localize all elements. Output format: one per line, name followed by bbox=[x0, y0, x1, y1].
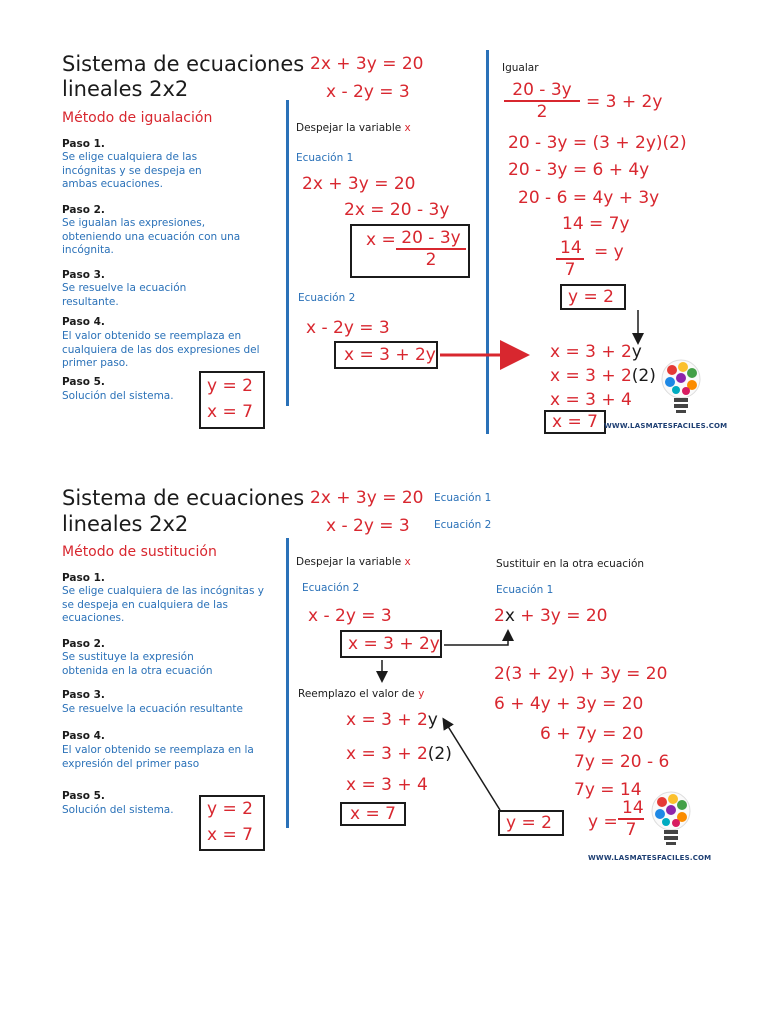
ecuacion-2-label: Ecuación 2 bbox=[302, 582, 360, 594]
igualar-line: 20 - 3y = 6 + 4y bbox=[508, 160, 650, 180]
step-label: Paso 1. bbox=[62, 572, 105, 584]
sustituir-line: 2(3 + 2y) + 3y = 20 bbox=[494, 664, 668, 684]
solution-y: y = 2 bbox=[207, 376, 253, 396]
step-label: Paso 3. bbox=[62, 689, 105, 701]
step-label: Paso 3. bbox=[62, 269, 105, 281]
solution-y: y = 2 bbox=[207, 799, 253, 819]
panel-title-line1: Sistema de ecuaciones bbox=[62, 486, 305, 510]
igualar-line: 20 - 3y = (3 + 2y)(2) bbox=[508, 133, 687, 153]
solution-x: x = 7 bbox=[207, 402, 253, 422]
fraction-numerator: 20 - 3y bbox=[504, 80, 580, 102]
step-text: El valor obtenido se reemplaza en cualquiera de las dos expresiones del primer paso. bbox=[62, 330, 260, 369]
igualar-line: 20 - 6 = 4y + 3y bbox=[518, 188, 660, 208]
sustituir-line: 6 + 7y = 20 bbox=[540, 724, 644, 744]
sustituir-ecuacion-label: Ecuación 1 bbox=[496, 584, 554, 596]
panel-title-line1: Sistema de ecuaciones bbox=[62, 52, 305, 76]
reemplazo-line: x = 3 + 4 bbox=[346, 775, 428, 795]
step-text: Se igualan las expresiones, obteniendo una ecuación con una incógnita. bbox=[62, 217, 241, 256]
ecuacion-1-line2: 2x = 20 - 3y bbox=[344, 200, 450, 220]
despeje-x2-text: x = 3 + 2y bbox=[344, 345, 436, 365]
fraction-denominator: 2 bbox=[425, 250, 437, 270]
sustituir-y-label: y = bbox=[588, 812, 618, 832]
y-result-text: y = 2 bbox=[568, 287, 614, 307]
igualar-line: 14 = 7y bbox=[562, 214, 630, 234]
step-text: Solución del sistema. bbox=[62, 804, 174, 816]
igualacion-panel bbox=[48, 40, 728, 436]
fraction-numerator: 20 - 3y bbox=[396, 228, 466, 250]
fraction-denominator: 7 bbox=[564, 260, 576, 280]
sustituir-label: Sustituir en la otra ecuación bbox=[496, 558, 645, 570]
ecuacion-1-line1: 2x + 3y = 20 bbox=[302, 174, 416, 194]
arrows-overlay bbox=[48, 40, 718, 436]
method-title: Método de sustitución bbox=[62, 544, 217, 560]
system-tag-2: Ecuación 2 bbox=[434, 519, 492, 531]
igualar-label: Igualar bbox=[502, 62, 539, 74]
step-label: Paso 2. bbox=[62, 638, 105, 650]
fraction-denominator: 2 bbox=[536, 102, 548, 122]
website-label: WWW.LASMATESFACILES.COM bbox=[588, 854, 712, 862]
arrows-overlay bbox=[48, 472, 718, 868]
step-text: Se elige cualquiera de las incógnitas y se despeja en cualquiera de las ecuaciones. bbox=[62, 585, 264, 624]
sub-line: x = 3 + 2(2) bbox=[550, 366, 656, 386]
ecuacion-2-line1: x - 2y = 3 bbox=[306, 318, 390, 338]
despeje-text: x = 3 + 2y bbox=[348, 634, 440, 654]
solution-x: x = 7 bbox=[207, 825, 253, 845]
sustituir-line: 7y = 14 bbox=[574, 780, 642, 800]
sub-line: x = 3 + 4 bbox=[550, 390, 632, 410]
reemplazo-line: x = 3 + 2(2) bbox=[346, 744, 452, 764]
sub-line: x = 3 + 2y bbox=[550, 342, 642, 362]
fraction-denominator: 7 bbox=[625, 820, 637, 840]
fraction-numerator: 14 bbox=[556, 238, 584, 260]
sustituir-line: 6 + 4y + 3y = 20 bbox=[494, 694, 644, 714]
system-equation-2: x - 2y = 3 bbox=[326, 82, 410, 102]
sustituir-line: 7y = 20 - 6 bbox=[574, 752, 670, 772]
y-result-text: y = 2 bbox=[506, 813, 552, 833]
system-tag-1: Ecuación 1 bbox=[434, 492, 492, 504]
ecuacion-2-line1: x - 2y = 3 bbox=[308, 606, 392, 626]
despejar-label: Despejar la variable x bbox=[296, 556, 411, 568]
sustituir-line0: 2x + 3y = 20 bbox=[494, 606, 608, 626]
arrow-to-reemplazo bbox=[444, 720, 500, 810]
step-label: Paso 1. bbox=[62, 138, 105, 150]
sustitucion-panel bbox=[48, 472, 718, 868]
panel-title-line2: lineales 2x2 bbox=[62, 512, 189, 536]
system-equation-2: x - 2y = 3 bbox=[326, 516, 410, 536]
step-label: Paso 2. bbox=[62, 204, 105, 216]
igualar-rhs: = 3 + 2y bbox=[586, 92, 663, 112]
step-label: Paso 4. bbox=[62, 316, 105, 328]
step-text: Solución del sistema. bbox=[62, 390, 174, 402]
x-result-text: x = 7 bbox=[552, 412, 598, 432]
system-equation-1: 2x + 3y = 20 bbox=[310, 54, 424, 74]
reemplazo-label: Reemplazo el valor de y bbox=[298, 688, 425, 700]
fraction-numerator: 14 bbox=[618, 798, 644, 820]
step-label: Paso 5. bbox=[62, 790, 105, 802]
x-result-text: x = 7 bbox=[350, 804, 396, 824]
step-text: Se resuelve la ecuación resultante bbox=[62, 703, 244, 715]
despeje-x-label: x = bbox=[366, 230, 396, 250]
ecuacion-1-label: Ecuación 1 bbox=[296, 152, 354, 164]
step-text: Se sustituye la expresión obtenida en la otra ecuación bbox=[62, 651, 213, 677]
step-text: Se elige cualquiera de las incógnitas y se despeja en ambas ecuaciones. bbox=[62, 151, 202, 190]
arrow-to-sustituir bbox=[444, 632, 508, 645]
step-label: Paso 5. bbox=[62, 376, 105, 388]
reemplazo-line: x = 3 + 2y bbox=[346, 710, 438, 730]
igualar-y-rhs: = y bbox=[594, 242, 624, 262]
ecuacion-2-label: Ecuación 2 bbox=[298, 292, 356, 304]
method-title: Método de igualación bbox=[62, 110, 213, 126]
panel-title-line2: lineales 2x2 bbox=[62, 77, 189, 101]
website-label: WWW.LASMATESFACILES.COM bbox=[604, 422, 728, 430]
step-text: El valor obtenido se reemplaza en la expresión del primer paso bbox=[62, 744, 254, 770]
step-text: Se resuelve la ecuación resultante. bbox=[62, 282, 187, 308]
step-label: Paso 4. bbox=[62, 730, 105, 742]
system-equation-1: 2x + 3y = 20 bbox=[310, 488, 424, 508]
despejar-label: Despejar la variable x bbox=[296, 122, 411, 134]
